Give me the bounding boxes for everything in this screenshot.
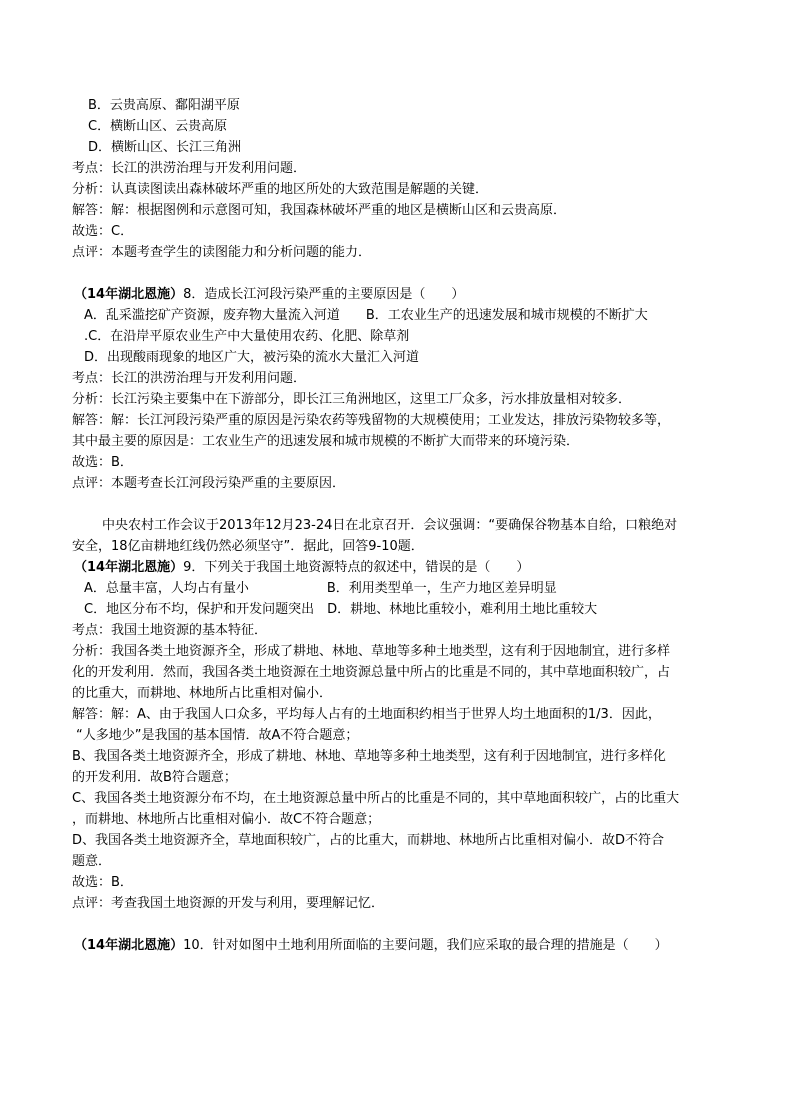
text-line: 分析：认真读图读出森林破坏严重的地区所处的大致范围是解题的关键．	[72, 182, 489, 197]
text-line: A．乱采滥挖矿产资源，废弃物大量流入河道 B．工农业生产的迅速发展和城市规模的不断扩大	[84, 308, 648, 323]
text-line: D．出现酸雨现象的地区广大，被污染的流水大量汇入河道	[84, 350, 420, 365]
text-line: .C．在沿岸平原农业生产中大量使用农药、化肥、除草剂	[84, 329, 410, 344]
text-line: 故选：B．	[72, 875, 133, 890]
text-line: 故选：B．	[72, 455, 133, 470]
text-line	[74, 285, 724, 305]
text-line: 考点：长江的洪涝治理与开发利用问题．	[72, 371, 307, 386]
text-line: 化的开发利用．然而，我国各类土地资源在土地资源总量中所占的比重是不同的，其中草地面积较广，占	[72, 665, 671, 680]
source-tag: （14年湖北恩施）	[74, 938, 184, 953]
question-text: 9．下列关于我国土地资源特点的叙述中，错误的是（ ）	[183, 560, 530, 575]
text-line: D、我国各类土地资源齐全，草地面积较广，占的比重大，而耕地、林地所占比重相对偏小．故D不符合	[72, 833, 665, 848]
text-line: D．横断山区、长江三角洲	[88, 140, 242, 155]
text-line: 点评：本题考查长江河段污染严重的主要原因．	[72, 476, 346, 491]
text-line: 分析：长江污染主要集中在下游部分，即长江三角洲地区，这里工厂众多，污水排放量相对较多．	[72, 392, 632, 407]
source-tag: （14年湖北恩施）	[74, 560, 184, 575]
text-line: C．地区分布不均，保护和开发问题突出 D．耕地、林地比重较小，难利用土地比重较大	[84, 602, 598, 617]
text-line: “人多地少”是我国的基本国情．故A不符合题意；	[76, 728, 359, 743]
text-line: 安全，18亿亩耕地红线仍然必须坚守”．据此，回答9-10题．	[72, 539, 424, 554]
question-text: 10．针对如图中土地利用所面临的主要问题，我们应采取的最合理的措施是（ ）	[183, 938, 668, 953]
text-line: ，而耕地、林地所占比重相对偏小．故C不符合题意；	[72, 812, 381, 827]
text-line: 解答：解：长江河段污染严重的原因是污染农药等残留物的大规模使用；工业发达，排放污染物较多等，	[72, 413, 671, 428]
text-line: 的开发利用．故B符合题意；	[72, 770, 237, 785]
source-tag: （14年湖北恩施）	[74, 287, 184, 302]
text-line: 故选：C．	[72, 224, 134, 239]
text-line: 考点：我国土地资源的基本特征．	[72, 623, 268, 638]
text-line: 其中最主要的原因是：工农业生产的迅速发展和城市规模的不断扩大而带来的环境污染．	[72, 434, 580, 449]
text-line	[74, 558, 724, 578]
text-line: C、我国各类土地资源分布不均，在土地资源总量中所占的比重是不同的，其中草地面积较广，占的比重大	[72, 791, 680, 806]
text-line	[74, 936, 724, 956]
text-line: 解答：解：根据图例和示意图可知，我国森林破坏严重的地区是横断山区和云贵高原．	[72, 203, 567, 218]
text-line: 解答：解：A、由于我国人口众多，平均每人占有的土地面积约相当于世界人均土地面积的1/3．因此，	[72, 707, 661, 722]
text-line: 中央农村工作会议于2013年12月23-24日在北京召开．会议强调：“要确保谷物基本自给，口粮绝对	[102, 518, 678, 533]
text-line: 分析：我国各类土地资源齐全，形成了耕地、林地、草地等多种土地类型，这有利于因地制宜，进行多样	[72, 644, 671, 659]
text-line: 点评：本题考查学生的读图能力和分析问题的能力．	[72, 245, 372, 260]
text-line: 的比重大，而耕地、林地所占比重相对偏小．	[72, 686, 333, 701]
text-line: C．横断山区、云贵高原	[88, 119, 228, 134]
text-line: A．总量丰富，人均占有量小 B．利用类型单一，生产力地区差异明显	[84, 581, 557, 596]
text-line: 考点：长江的洪涝治理与开发利用问题．	[72, 161, 307, 176]
text-line: 题意．	[72, 854, 112, 869]
text-line: B．云贵高原、鄱阳湖平原	[88, 98, 240, 113]
question-text: 8．造成长江河段污染严重的主要原因是（ ）	[183, 287, 465, 302]
text-line: B、我国各类土地资源齐全，形成了耕地、林地、草地等多种土地类型，这有利于因地制宜，进行多样化	[72, 749, 666, 764]
text-line: 点评：考查我国土地资源的开发与利用，要理解记忆．	[72, 896, 385, 911]
